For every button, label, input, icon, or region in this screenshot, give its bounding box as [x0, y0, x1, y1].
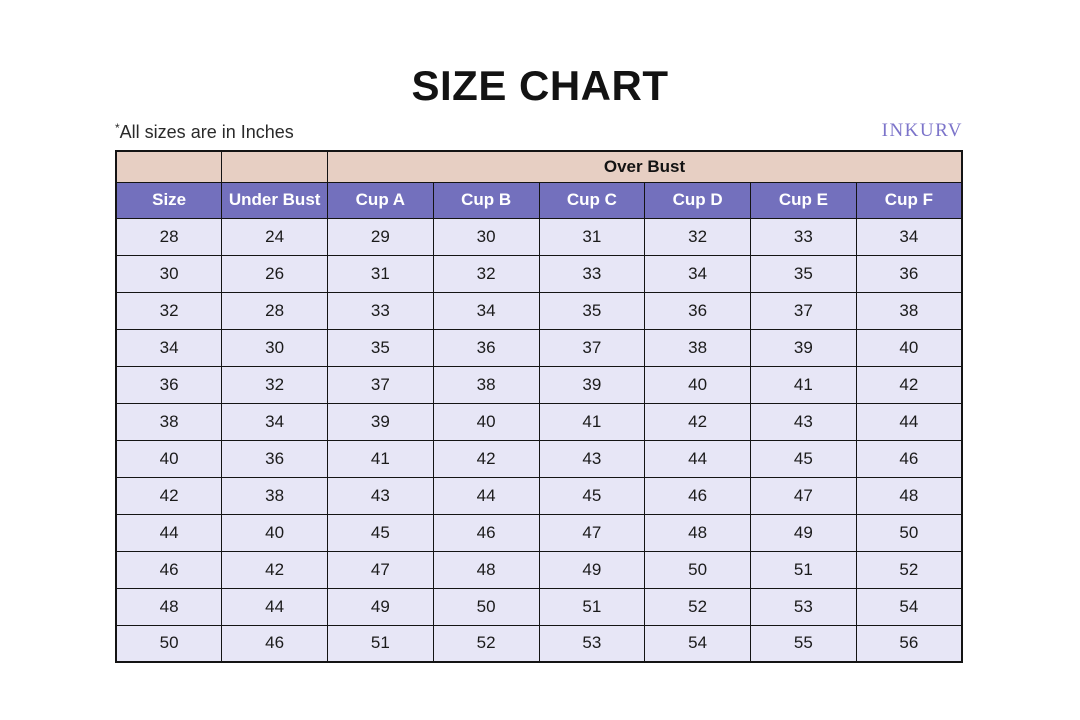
size-value-cell: 49 — [751, 514, 857, 551]
size-value-cell: 52 — [433, 625, 539, 662]
size-value-cell: 31 — [539, 218, 645, 255]
size-value-cell: 36 — [645, 292, 751, 329]
size-value-cell: 44 — [116, 514, 222, 551]
size-value-cell: 46 — [433, 514, 539, 551]
table-row — [116, 551, 962, 588]
column-header-cup-a: Cup A — [328, 182, 434, 218]
size-value-cell: 32 — [645, 218, 751, 255]
size-value-cell: 55 — [751, 625, 857, 662]
size-value-cell: 32 — [116, 292, 222, 329]
size-value-cell: 54 — [645, 625, 751, 662]
size-value-cell: 42 — [433, 440, 539, 477]
size-value-cell: 29 — [328, 218, 434, 255]
size-value-cell: 51 — [539, 588, 645, 625]
table-row — [116, 588, 962, 625]
column-header-cup-b: Cup B — [433, 182, 539, 218]
size-value-cell: 45 — [328, 514, 434, 551]
size-value-cell: 53 — [539, 625, 645, 662]
size-value-cell: 30 — [433, 218, 539, 255]
brand-logo: INKURV — [881, 120, 963, 141]
size-value-cell: 38 — [116, 403, 222, 440]
size-value-cell: 40 — [222, 514, 328, 551]
size-value-cell: 48 — [645, 514, 751, 551]
size-value-cell: 38 — [433, 366, 539, 403]
size-value-cell: 35 — [328, 329, 434, 366]
over-bust-group-header: Over Bust — [328, 151, 963, 182]
units-note — [115, 122, 294, 143]
size-value-cell: 41 — [328, 440, 434, 477]
table-row — [116, 292, 962, 329]
size-value-cell: 42 — [222, 551, 328, 588]
size-value-cell: 56 — [856, 625, 962, 662]
size-value-cell: 45 — [751, 440, 857, 477]
table-row — [116, 255, 962, 292]
size-value-cell: 53 — [751, 588, 857, 625]
size-value-cell: 37 — [328, 366, 434, 403]
size-value-cell: 48 — [856, 477, 962, 514]
size-value-cell: 47 — [328, 551, 434, 588]
size-value-cell: 24 — [222, 218, 328, 255]
size-value-cell: 47 — [751, 477, 857, 514]
size-value-cell: 50 — [645, 551, 751, 588]
size-value-cell: 46 — [116, 551, 222, 588]
size-value-cell: 37 — [751, 292, 857, 329]
table-row — [116, 403, 962, 440]
size-value-cell: 39 — [539, 366, 645, 403]
size-value-cell: 38 — [645, 329, 751, 366]
size-value-cell: 46 — [856, 440, 962, 477]
size-value-cell: 36 — [856, 255, 962, 292]
size-value-cell: 34 — [645, 255, 751, 292]
size-value-cell: 46 — [222, 625, 328, 662]
size-value-cell: 40 — [645, 366, 751, 403]
column-header-cup-c: Cup C — [539, 182, 645, 218]
size-value-cell: 42 — [856, 366, 962, 403]
column-header-under-bust: Under Bust — [222, 182, 328, 218]
size-value-cell: 40 — [433, 403, 539, 440]
size-value-cell: 40 — [116, 440, 222, 477]
size-value-cell: 26 — [222, 255, 328, 292]
size-value-cell: 32 — [222, 366, 328, 403]
size-value-cell: 33 — [539, 255, 645, 292]
size-value-cell: 36 — [116, 366, 222, 403]
size-value-cell: 46 — [645, 477, 751, 514]
size-value-cell: 52 — [645, 588, 751, 625]
units-note-asterisk: * — [115, 121, 120, 135]
size-value-cell: 34 — [433, 292, 539, 329]
table-row — [116, 514, 962, 551]
table-row — [116, 366, 962, 403]
column-header-cup-e: Cup E — [751, 182, 857, 218]
size-value-cell: 44 — [856, 403, 962, 440]
size-value-cell: 52 — [856, 551, 962, 588]
column-header-size: Size — [116, 182, 222, 218]
column-header-cup-d: Cup D — [645, 182, 751, 218]
size-value-cell: 38 — [222, 477, 328, 514]
size-value-cell: 34 — [856, 218, 962, 255]
table-row — [116, 218, 962, 255]
page-title: SIZE CHART — [411, 62, 669, 109]
column-header-cup-f: Cup F — [856, 182, 962, 218]
size-value-cell: 47 — [539, 514, 645, 551]
size-value-cell: 39 — [328, 403, 434, 440]
size-chart-body — [116, 218, 962, 662]
size-value-cell: 36 — [433, 329, 539, 366]
size-value-cell: 51 — [751, 551, 857, 588]
group-header-empty-underbust — [222, 151, 328, 182]
size-value-cell: 30 — [222, 329, 328, 366]
size-value-cell: 30 — [116, 255, 222, 292]
size-value-cell: 43 — [328, 477, 434, 514]
size-value-cell: 41 — [751, 366, 857, 403]
size-value-cell: 41 — [539, 403, 645, 440]
size-value-cell: 42 — [645, 403, 751, 440]
size-value-cell: 50 — [116, 625, 222, 662]
table-row — [116, 625, 962, 662]
size-value-cell: 43 — [539, 440, 645, 477]
size-value-cell: 44 — [645, 440, 751, 477]
size-value-cell: 36 — [222, 440, 328, 477]
size-value-cell: 45 — [539, 477, 645, 514]
size-value-cell: 48 — [433, 551, 539, 588]
size-value-cell: 54 — [856, 588, 962, 625]
table-row — [116, 440, 962, 477]
size-value-cell: 31 — [328, 255, 434, 292]
size-value-cell: 49 — [539, 551, 645, 588]
size-value-cell: 50 — [433, 588, 539, 625]
group-header-empty-size — [116, 151, 222, 182]
size-value-cell: 35 — [751, 255, 857, 292]
units-note-text: All sizes are in Inches — [119, 122, 294, 142]
size-value-cell: 32 — [433, 255, 539, 292]
size-value-cell: 34 — [222, 403, 328, 440]
size-value-cell: 34 — [116, 329, 222, 366]
size-value-cell: 49 — [328, 588, 434, 625]
column-header-row — [116, 182, 962, 218]
size-value-cell: 33 — [751, 218, 857, 255]
size-value-cell: 39 — [751, 329, 857, 366]
size-value-cell: 44 — [433, 477, 539, 514]
size-value-cell: 28 — [116, 218, 222, 255]
size-value-cell: 51 — [328, 625, 434, 662]
size-value-cell: 44 — [222, 588, 328, 625]
table-row — [116, 329, 962, 366]
table-row — [116, 477, 962, 514]
size-value-cell: 43 — [751, 403, 857, 440]
size-value-cell: 42 — [116, 477, 222, 514]
size-value-cell: 35 — [539, 292, 645, 329]
size-value-cell: 37 — [539, 329, 645, 366]
size-value-cell: 28 — [222, 292, 328, 329]
size-value-cell: 40 — [856, 329, 962, 366]
size-value-cell: 48 — [116, 588, 222, 625]
size-value-cell: 38 — [856, 292, 962, 329]
size-value-cell: 33 — [328, 292, 434, 329]
size-chart-table — [115, 150, 963, 663]
group-header-row — [116, 151, 962, 182]
size-value-cell: 50 — [856, 514, 962, 551]
